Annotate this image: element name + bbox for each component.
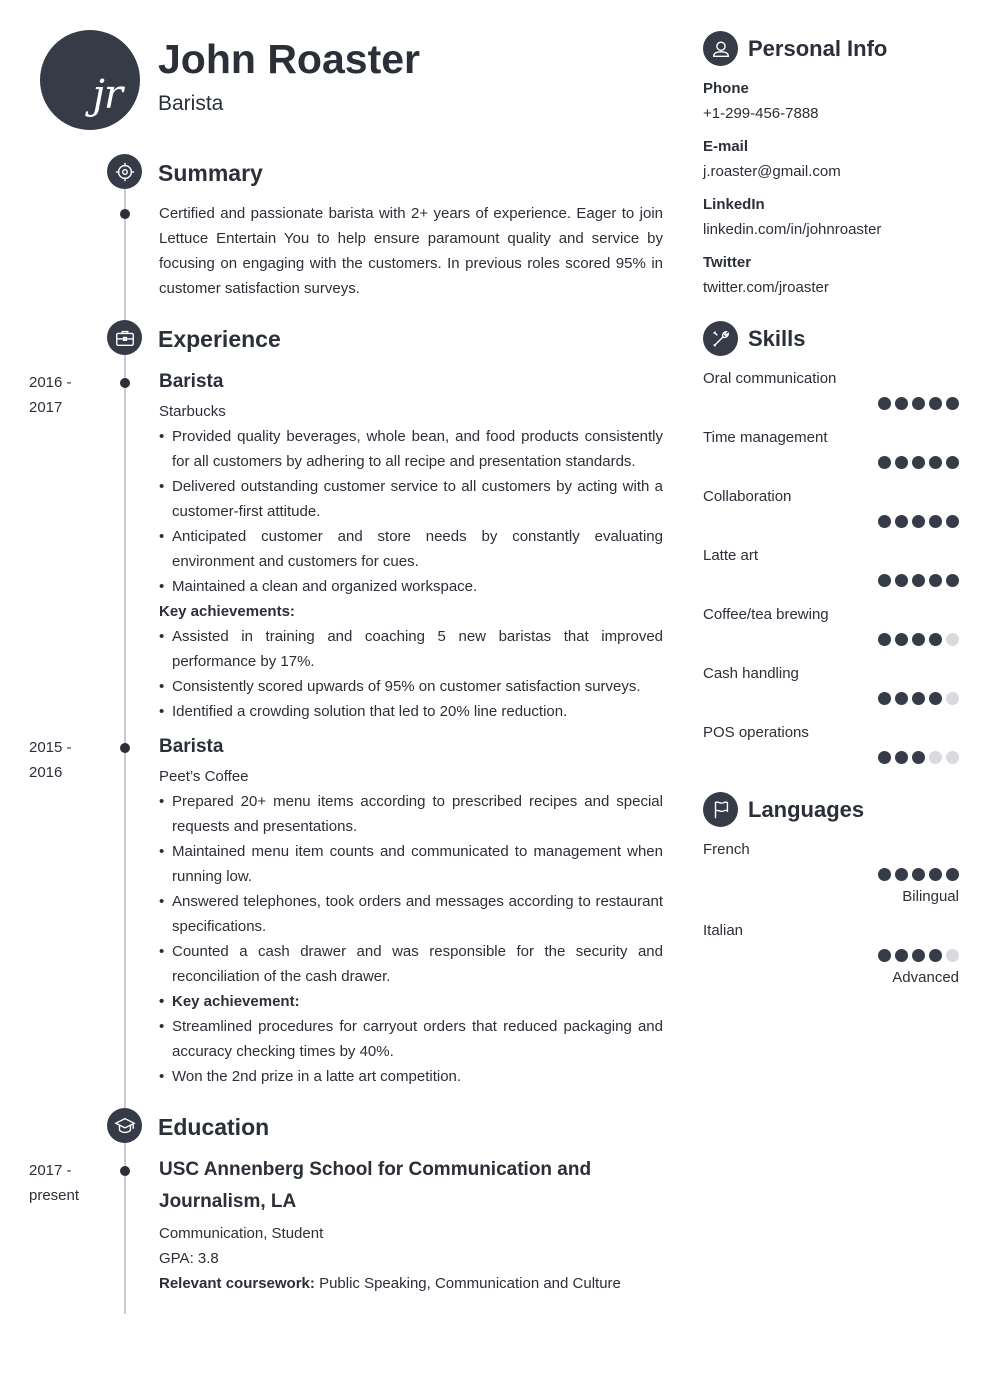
rating-dot-filled — [895, 633, 908, 646]
timeline-dot — [120, 743, 130, 753]
candidate-title: Barista — [158, 92, 224, 115]
rating-dot-filled — [878, 751, 891, 764]
language-rating — [878, 949, 959, 962]
language-name: French — [703, 841, 750, 858]
timeline-dot — [120, 1166, 130, 1176]
list-item: • Prepared 20+ menu items according to prescribed recipes and special requests and presentations. — [159, 789, 663, 839]
list-item: • Provided quality beverages, whole bean, and food products consistently for all customers by adhering to all recipe and presentation standards. — [159, 424, 663, 474]
rating-dot-filled — [929, 574, 942, 587]
skill-name: Cash handling — [703, 665, 799, 682]
linkedin-value: linkedin.com/in/johnroaster — [703, 221, 882, 238]
rating-dot-filled — [946, 574, 959, 587]
language-proficiency: Advanced — [892, 969, 959, 986]
skills-heading: Skills — [748, 326, 806, 351]
rating-dot-filled — [912, 515, 925, 528]
rating-dot-filled — [912, 397, 925, 410]
job-entry — [159, 370, 663, 724]
skill-rating — [878, 692, 959, 705]
twitter-value: twitter.com/jroaster — [703, 279, 829, 296]
target-icon — [107, 154, 142, 189]
list-item: • Assisted in training and coaching 5 new baristas that improved performance by 17%. — [159, 624, 663, 674]
rating-dot-filled — [895, 397, 908, 410]
rating-dot-filled — [912, 633, 925, 646]
list-item: • Maintained a clean and organized workspace. — [159, 574, 663, 599]
rating-dot-filled — [929, 515, 942, 528]
phone-label: Phone — [703, 80, 749, 97]
briefcase-icon — [107, 320, 142, 355]
job-achievements — [159, 624, 663, 724]
timeline-dot — [120, 378, 130, 388]
rating-dot-filled — [878, 868, 891, 881]
coursework-value: Public Speaking, Communication and Culture — [319, 1275, 621, 1292]
rating-dot-filled — [878, 633, 891, 646]
language-item — [703, 840, 959, 921]
skill-name: POS operations — [703, 724, 809, 741]
monogram-avatar — [40, 30, 140, 130]
email-label: E-mail — [703, 138, 749, 155]
job-company: Starbucks — [159, 403, 226, 420]
list-item: • Streamlined procedures for carryout orders that reduced packaging and accuracy checking times by 40%. — [159, 1014, 663, 1064]
rating-dot-filled — [929, 692, 942, 705]
rating-dot-filled — [929, 397, 942, 410]
language-item — [703, 921, 959, 1002]
language-name: Italian — [703, 922, 744, 939]
graduation-cap-icon — [107, 1108, 142, 1143]
education-entry — [159, 1154, 663, 1296]
rating-dot-empty — [946, 751, 959, 764]
rating-dot-filled — [895, 692, 908, 705]
rating-dot-filled — [912, 456, 925, 469]
education-coursework — [159, 1271, 663, 1296]
education-gpa: GPA: 3.8 — [159, 1250, 219, 1267]
rating-dot-filled — [895, 751, 908, 764]
skill-item — [703, 428, 959, 487]
rating-dot-filled — [946, 456, 959, 469]
achievements-label: • Key achievement: — [159, 989, 663, 1014]
skill-item — [703, 605, 959, 664]
education-date-end: present — [29, 1187, 80, 1204]
linkedin-label: LinkedIn — [703, 196, 765, 213]
rating-dot-filled — [946, 515, 959, 528]
list-item: • Consistently scored upwards of 95% on customer satisfaction surveys. — [159, 674, 663, 699]
rating-dot-filled — [912, 751, 925, 764]
list-item: • Delivered outstanding customer service to all customers by acting with a customer-first attitude. — [159, 474, 663, 524]
list-item: • Won the 2nd prize in a latte art competition. — [159, 1064, 663, 1089]
rating-dot-filled — [946, 397, 959, 410]
skill-item — [703, 723, 959, 782]
skill-rating — [878, 574, 959, 587]
rating-dot-empty — [929, 751, 942, 764]
rating-dot-filled — [912, 868, 925, 881]
education-date-start: 2017 - — [29, 1162, 72, 1179]
languages-list — [703, 840, 959, 1002]
rating-dot-filled — [878, 397, 891, 410]
rating-dot-filled — [895, 949, 908, 962]
rating-dot-filled — [878, 574, 891, 587]
language-proficiency: Bilingual — [902, 888, 959, 905]
rating-dot-filled — [912, 574, 925, 587]
candidate-name: John Roaster — [158, 36, 420, 82]
rating-dot-filled — [929, 868, 942, 881]
summary-text: Certified and passionate barista with 2+ years of experience. Eager to join Lettuce Entertain You to help ensure paramount quality and service by focusing on engaging with the customers. In previous roles scored 95% in customer satisfaction surveys. — [159, 205, 663, 297]
job-date-start: 2015 - — [29, 739, 72, 756]
personal-info-list — [703, 79, 959, 311]
list-item: • Anticipated customer and store needs by constantly evaluating environment and customers for cues. — [159, 524, 663, 574]
skill-name: Oral communication — [703, 370, 837, 387]
rating-dot-filled — [912, 692, 925, 705]
skill-item — [703, 369, 959, 428]
skills-list — [703, 369, 959, 782]
skill-name: Time management — [703, 429, 828, 446]
rating-dot-filled — [895, 868, 908, 881]
coursework-label: Relevant coursework: — [159, 1275, 315, 1292]
job-date-start: 2016 - — [29, 374, 72, 391]
user-icon — [703, 31, 738, 66]
education-school: USC Annenberg School for Communication and Journalism, LA — [159, 1159, 592, 1212]
job-date-end: 2017 — [29, 399, 63, 416]
skill-rating — [878, 456, 959, 469]
skill-item — [703, 487, 959, 546]
twitter-label: Twitter — [703, 254, 752, 271]
rating-dot-filled — [895, 456, 908, 469]
language-rating — [878, 868, 959, 881]
rating-dot-filled — [878, 692, 891, 705]
skill-name: Coffee/tea brewing — [703, 606, 829, 623]
job-date-end: 2016 — [29, 764, 63, 781]
list-item: • Maintained menu item counts and communicated to management when running low. — [159, 839, 663, 889]
skill-name: Latte art — [703, 547, 759, 564]
rating-dot-empty — [946, 692, 959, 705]
rating-dot-filled — [929, 949, 942, 962]
list-item: • Counted a cash drawer and was responsible for the security and reconciliation of the cash drawer. — [159, 939, 663, 989]
experience-heading: Experience — [158, 326, 281, 352]
rating-dot-filled — [912, 949, 925, 962]
job-duties — [159, 424, 663, 599]
job-date — [29, 735, 72, 785]
rating-dot-filled — [929, 456, 942, 469]
languages-heading: Languages — [748, 797, 865, 822]
timeline-dot — [120, 209, 130, 219]
rating-dot-filled — [895, 515, 908, 528]
skill-rating — [878, 633, 959, 646]
rating-dot-filled — [878, 456, 891, 469]
job-entry — [159, 735, 663, 1089]
phone-value: +1-299-456-7888 — [703, 105, 819, 122]
job-role: Barista — [159, 371, 224, 392]
skill-rating — [878, 515, 959, 528]
rating-dot-filled — [878, 949, 891, 962]
rating-dot-empty — [946, 633, 959, 646]
tools-icon — [703, 321, 738, 356]
personal-info-heading: Personal Info — [748, 36, 888, 61]
skill-item — [703, 664, 959, 723]
skill-name: Collaboration — [703, 488, 792, 505]
job-role: Barista — [159, 736, 224, 757]
skill-rating — [878, 397, 959, 410]
education-heading: Education — [158, 1114, 270, 1140]
job-date — [29, 370, 72, 420]
monogram-initials: jr — [92, 72, 122, 118]
job-company: Peet’s Coffee — [159, 768, 249, 785]
rating-dot-filled — [946, 868, 959, 881]
list-item: • Answered telephones, took orders and messages according to restaurant specifications. — [159, 889, 663, 939]
rating-dot-filled — [878, 515, 891, 528]
skill-rating — [878, 751, 959, 764]
achievements-label: Key achievements: — [159, 603, 295, 620]
flag-icon — [703, 792, 738, 827]
education-degree: Communication, Student — [159, 1225, 324, 1242]
skill-item — [703, 546, 959, 605]
job-duties — [159, 789, 663, 1089]
rating-dot-empty — [946, 949, 959, 962]
rating-dot-filled — [929, 633, 942, 646]
email-value: j.roaster@gmail.com — [703, 163, 841, 180]
rating-dot-filled — [895, 574, 908, 587]
summary-heading: Summary — [158, 160, 263, 186]
list-item: • Identified a crowding solution that led to 20% line reduction. — [159, 699, 663, 724]
education-date — [29, 1158, 79, 1208]
